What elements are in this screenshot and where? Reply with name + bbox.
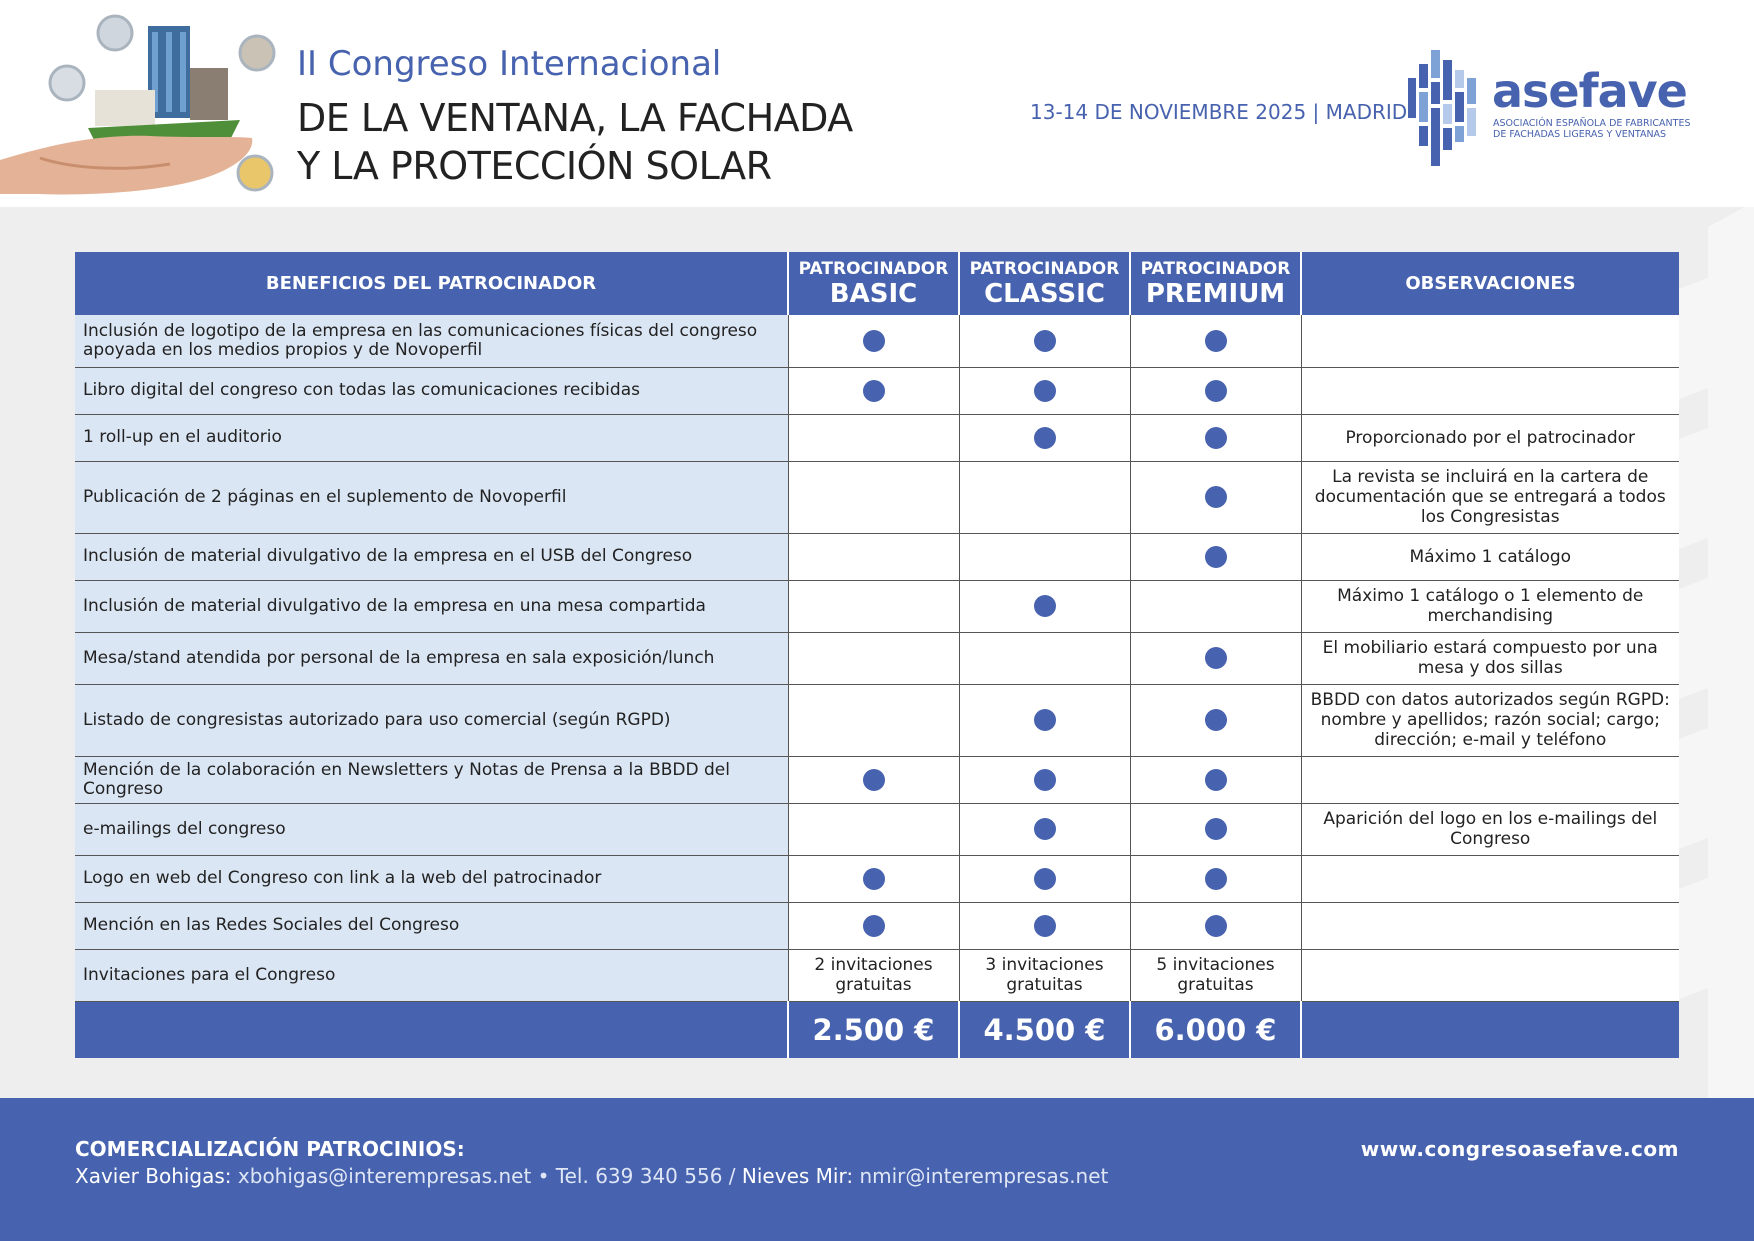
header bbox=[0, 0, 1754, 207]
price-basic: 2.500 € bbox=[788, 1001, 959, 1058]
observation-cell bbox=[1301, 756, 1679, 803]
classic-cell bbox=[959, 533, 1130, 580]
benefit-cell: 1 roll-up en el auditorio bbox=[75, 414, 788, 461]
included-dot-icon bbox=[1034, 915, 1056, 937]
included-dot-icon bbox=[1205, 915, 1227, 937]
asefave-logo-icon bbox=[1408, 48, 1488, 166]
basic-cell bbox=[788, 803, 959, 855]
header-observations: OBSERVACIONES bbox=[1301, 252, 1679, 315]
included-dot-icon bbox=[1034, 380, 1056, 402]
contact-email-nieves[interactable]: nmir@interempresas.net bbox=[859, 1164, 1109, 1188]
premium-cell bbox=[1130, 684, 1301, 756]
price-observations-cell bbox=[1301, 1001, 1679, 1058]
premium-cell bbox=[1130, 632, 1301, 684]
benefit-cell: Libro digital del congreso con todas las comunicaciones recibidas bbox=[75, 367, 788, 414]
included-dot-icon bbox=[1034, 427, 1056, 449]
header-basic-tier: BASIC bbox=[829, 278, 918, 309]
classic-cell bbox=[959, 461, 1130, 533]
table-header-row bbox=[75, 252, 1679, 315]
classic-cell bbox=[959, 855, 1130, 902]
basic-cell bbox=[788, 367, 959, 414]
included-dot-icon bbox=[863, 330, 885, 352]
included-dot-icon bbox=[1034, 709, 1056, 731]
observation-cell bbox=[1301, 902, 1679, 949]
classic-cell bbox=[959, 367, 1130, 414]
table-row bbox=[75, 756, 1679, 803]
congress-subtitle: II Congreso Internacional bbox=[297, 44, 722, 84]
benefit-cell: Inclusión de material divulgativo de la empresa en el USB del Congreso bbox=[75, 533, 788, 580]
included-dot-icon bbox=[1034, 595, 1056, 617]
included-dot-icon bbox=[1205, 709, 1227, 731]
observation-cell: Proporcionado por el patrocinador bbox=[1301, 414, 1679, 461]
event-date-location: 13-14 DE NOVIEMBRE 2025 | MADRID bbox=[1030, 100, 1408, 124]
observation-cell bbox=[1301, 949, 1679, 1001]
benefit-cell: Logo en web del Congreso con link a la web del patrocinador bbox=[75, 855, 788, 902]
basic-cell bbox=[788, 461, 959, 533]
basic-cell bbox=[788, 855, 959, 902]
premium-cell bbox=[1130, 803, 1301, 855]
included-dot-icon bbox=[1034, 818, 1056, 840]
table-row bbox=[75, 902, 1679, 949]
classic-cell bbox=[959, 580, 1130, 632]
price-label-cell bbox=[75, 1001, 788, 1058]
benefit-cell: e-mailings del congreso bbox=[75, 803, 788, 855]
benefit-cell: Mención en las Redes Sociales del Congreso bbox=[75, 902, 788, 949]
asefave-logo-subtitle bbox=[1493, 118, 1691, 140]
observation-cell: La revista se incluirá en la cartera de documentación que se entregará a todos los Congresistas bbox=[1301, 461, 1679, 533]
sponsorship-contact-heading: COMERCIALIZACIÓN PATROCINIOS: bbox=[75, 1137, 465, 1161]
premium-cell: 5 invitaciones gratuitas bbox=[1130, 949, 1301, 1001]
sponsorship-table bbox=[75, 252, 1679, 1058]
table-row bbox=[75, 803, 1679, 855]
header-basic-prefix: PATROCINADOR bbox=[798, 258, 949, 279]
table-row bbox=[75, 632, 1679, 684]
included-dot-icon bbox=[1034, 868, 1056, 890]
price-premium: 6.000 € bbox=[1130, 1001, 1301, 1058]
premium-cell bbox=[1130, 902, 1301, 949]
included-dot-icon bbox=[1205, 486, 1227, 508]
table-row bbox=[75, 315, 1679, 367]
premium-cell bbox=[1130, 855, 1301, 902]
premium-cell bbox=[1130, 414, 1301, 461]
contact-phone: • Tel. 639 340 556 / bbox=[537, 1164, 736, 1188]
included-dot-icon bbox=[1034, 330, 1056, 352]
benefit-cell: Mención de la colaboración en Newsletters y Notas de Prensa a la BBDD del Congreso bbox=[75, 756, 788, 803]
classic-cell bbox=[959, 632, 1130, 684]
observation-cell: Máximo 1 catálogo bbox=[1301, 533, 1679, 580]
observation-cell: Máximo 1 catálogo o 1 elemento de merchandising bbox=[1301, 580, 1679, 632]
asefave-subtitle-line-1: ASOCIACIÓN ESPAÑOLA DE FABRICANTES bbox=[1493, 118, 1691, 129]
observation-cell bbox=[1301, 315, 1679, 367]
observation-cell: Aparición del logo en los e-mailings del Congreso bbox=[1301, 803, 1679, 855]
included-dot-icon bbox=[1034, 769, 1056, 791]
included-dot-icon bbox=[1205, 769, 1227, 791]
table-body bbox=[75, 315, 1679, 1001]
included-dot-icon bbox=[1205, 330, 1227, 352]
basic-cell: 2 invitaciones gratuitas bbox=[788, 949, 959, 1001]
included-dot-icon bbox=[863, 868, 885, 890]
included-dot-icon bbox=[863, 380, 885, 402]
basic-cell bbox=[788, 684, 959, 756]
header-premium-tier: PREMIUM bbox=[1145, 278, 1286, 309]
price-row bbox=[75, 1001, 1679, 1058]
basic-cell bbox=[788, 414, 959, 461]
basic-cell bbox=[788, 756, 959, 803]
premium-cell bbox=[1130, 315, 1301, 367]
included-dot-icon bbox=[1205, 647, 1227, 669]
observation-cell bbox=[1301, 367, 1679, 414]
header-basic bbox=[788, 252, 959, 315]
table-row bbox=[75, 414, 1679, 461]
basic-cell bbox=[788, 580, 959, 632]
observation-cell bbox=[1301, 855, 1679, 902]
benefit-cell: Invitaciones para el Congreso bbox=[75, 949, 788, 1001]
classic-cell bbox=[959, 756, 1130, 803]
basic-cell bbox=[788, 533, 959, 580]
table-row bbox=[75, 580, 1679, 632]
table-row bbox=[75, 855, 1679, 902]
header-classic-prefix: PATROCINADOR bbox=[969, 258, 1120, 279]
observation-cell: BBDD con datos autorizados según RGPD: nombre y apellidos; razón social; cargo; dirección; e-mail y teléfono bbox=[1301, 684, 1679, 756]
table-row bbox=[75, 949, 1679, 1001]
included-dot-icon bbox=[1205, 818, 1227, 840]
benefit-cell: Inclusión de logotipo de la empresa en las comunicaciones físicas del congreso apoyada en los medios propios y de Novoperfil bbox=[75, 315, 788, 367]
price-classic: 4.500 € bbox=[959, 1001, 1130, 1058]
website-link[interactable]: www.congresoasefave.com bbox=[1360, 1137, 1679, 1161]
congress-title-line-2: Y LA PROTECCIÓN SOLAR bbox=[297, 144, 772, 188]
premium-cell bbox=[1130, 367, 1301, 414]
table-row bbox=[75, 533, 1679, 580]
classic-cell bbox=[959, 902, 1130, 949]
classic-cell bbox=[959, 684, 1130, 756]
header-benefits: BENEFICIOS DEL PATROCINADOR bbox=[75, 252, 788, 315]
sponsorship-contacts bbox=[75, 1164, 1108, 1188]
header-classic-tier: CLASSIC bbox=[984, 278, 1105, 309]
included-dot-icon bbox=[1205, 546, 1227, 568]
premium-cell bbox=[1130, 756, 1301, 803]
table-row bbox=[75, 684, 1679, 756]
classic-cell bbox=[959, 803, 1130, 855]
header-premium bbox=[1130, 252, 1301, 315]
contact-name-nieves: Nieves Mir: bbox=[741, 1164, 854, 1188]
benefit-cell: Listado de congresistas autorizado para uso comercial (según RGPD) bbox=[75, 684, 788, 756]
classic-cell bbox=[959, 315, 1130, 367]
observation-cell: El mobiliario estará compuesto por una mesa y dos sillas bbox=[1301, 632, 1679, 684]
basic-cell bbox=[788, 632, 959, 684]
premium-cell bbox=[1130, 580, 1301, 632]
table-row bbox=[75, 367, 1679, 414]
premium-cell bbox=[1130, 533, 1301, 580]
benefit-cell: Publicación de 2 páginas en el suplemento de Novoperfil bbox=[75, 461, 788, 533]
classic-cell bbox=[959, 414, 1130, 461]
basic-cell bbox=[788, 902, 959, 949]
table-row bbox=[75, 461, 1679, 533]
included-dot-icon bbox=[863, 915, 885, 937]
included-dot-icon bbox=[1205, 868, 1227, 890]
basic-cell bbox=[788, 315, 959, 367]
classic-cell: 3 invitaciones gratuitas bbox=[959, 949, 1130, 1001]
premium-cell bbox=[1130, 461, 1301, 533]
building-in-hand-illustration bbox=[0, 8, 285, 198]
contact-email-xavier[interactable]: xbohigas@interempresas.net bbox=[237, 1164, 532, 1188]
congress-title-line-1: DE LA VENTANA, LA FACHADA bbox=[297, 96, 853, 140]
asefave-logo-wordmark: asefave bbox=[1492, 64, 1687, 118]
benefit-cell: Mesa/stand atendida por personal de la empresa en sala exposición/lunch bbox=[75, 632, 788, 684]
contact-name-xavier: Xavier Bohigas: bbox=[75, 1164, 232, 1188]
included-dot-icon bbox=[1205, 380, 1227, 402]
header-premium-prefix: PATROCINADOR bbox=[1140, 258, 1291, 279]
header-classic bbox=[959, 252, 1130, 315]
included-dot-icon bbox=[1205, 427, 1227, 449]
asefave-subtitle-line-2: DE FACHADAS LIGERAS Y VENTANAS bbox=[1493, 129, 1667, 140]
included-dot-icon bbox=[863, 769, 885, 791]
benefit-cell: Inclusión de material divulgativo de la empresa en una mesa compartida bbox=[75, 580, 788, 632]
